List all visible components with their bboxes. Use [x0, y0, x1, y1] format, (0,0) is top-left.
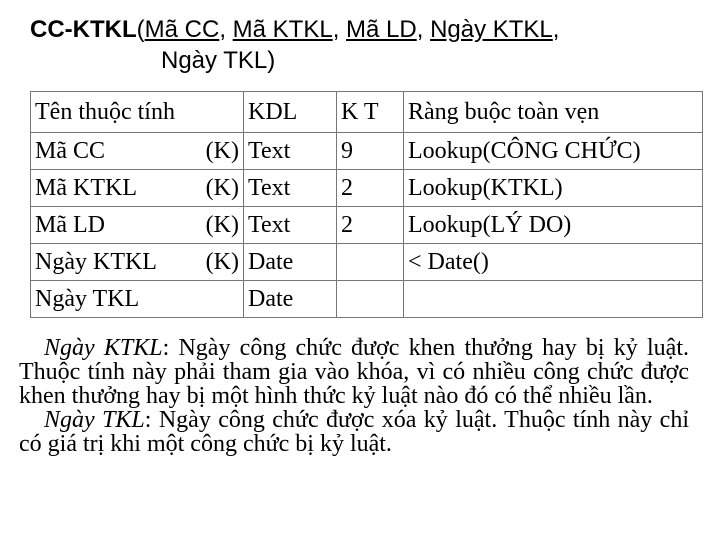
attribute-table: [30, 91, 703, 318]
attribute-name: Mã KTKL: [35, 175, 137, 201]
constraint-cell: Lookup(KTKL): [404, 170, 703, 207]
attribute-name: Ngày KTKL: [35, 249, 157, 275]
key-attr-ngay-ktkl: Ngày KTKL: [430, 16, 553, 43]
description-text: : Ngày công chức được khen thưởng hay bị kỷ luật. Thuộc tính này phải tham gia vào khóa, vì có nhiều công chức được khen thưởng hay bị một hình thức kỷ luật nào đó có thể nhiều lần.: [19, 335, 690, 409]
separator: ,: [552, 16, 560, 43]
open-paren: (: [136, 16, 145, 43]
attribute-name-cell: [31, 207, 244, 244]
constraint-cell: < Date(): [404, 244, 703, 281]
description-term: Ngày TKL: [44, 407, 145, 433]
separator: ,: [219, 16, 233, 43]
key-marker: (K): [205, 175, 239, 201]
data-type-cell: Text: [244, 133, 337, 170]
key-marker: (K): [205, 212, 239, 238]
header-size: K T: [337, 92, 404, 133]
size-cell: 2: [337, 170, 404, 207]
table-row: [31, 281, 703, 318]
table-row: [31, 244, 703, 281]
constraint-cell: Lookup(CÔNG CHỨC): [404, 133, 703, 170]
description-text: : Ngày công chức được xóa kỷ luật. Thuộc tính này chỉ có giá trị khi một công chức bị kỷ luật.: [19, 407, 689, 457]
description-paragraph: [19, 336, 689, 408]
relation-name: CC-KTKL: [30, 16, 137, 43]
size-cell: 9: [337, 133, 404, 170]
table-row: [31, 170, 703, 207]
table-header-row: [31, 92, 703, 133]
key-attr-ma-cc: Mã CC: [144, 16, 220, 43]
size-cell: 2: [337, 207, 404, 244]
attribute-name: Mã LD: [35, 212, 105, 238]
header-attribute-name: Tên thuộc tính: [31, 92, 244, 133]
data-type-cell: Date: [244, 244, 337, 281]
size-cell: [337, 281, 404, 318]
table-row: [31, 207, 703, 244]
data-type-cell: Text: [244, 170, 337, 207]
table-row: [31, 133, 703, 170]
heading-line-2: [30, 45, 710, 76]
description-paragraph: [19, 408, 689, 456]
separator: ,: [332, 16, 347, 43]
separator: ,: [416, 16, 431, 43]
close-paren: ): [267, 47, 276, 74]
attr-ngay-tkl: Ngày TKL: [161, 47, 268, 74]
attribute-descriptions: [19, 336, 689, 456]
header-integrity-constraint: Ràng buộc toàn vẹn: [404, 92, 703, 133]
key-attr-ma-ld: Mã LD: [346, 16, 417, 43]
attribute-name-cell: [31, 170, 244, 207]
relation-schema-heading: [30, 14, 710, 76]
attribute-name-cell: [31, 281, 244, 318]
attribute-name: Ngày TKL: [35, 286, 140, 312]
attribute-name-cell: [31, 133, 244, 170]
description-term: Ngày KTKL: [44, 335, 163, 361]
constraint-cell: Lookup(LÝ DO): [404, 207, 703, 244]
key-attr-ma-ktkl: Mã KTKL: [232, 16, 333, 43]
data-type-cell: Date: [244, 281, 337, 318]
data-type-cell: Text: [244, 207, 337, 244]
attribute-name-cell: [31, 244, 244, 281]
key-marker: (K): [205, 138, 239, 164]
header-data-type: KDL: [244, 92, 337, 133]
key-marker: (K): [205, 249, 239, 275]
constraint-cell: [404, 281, 703, 318]
size-cell: [337, 244, 404, 281]
attribute-name: Mã CC: [35, 138, 106, 164]
